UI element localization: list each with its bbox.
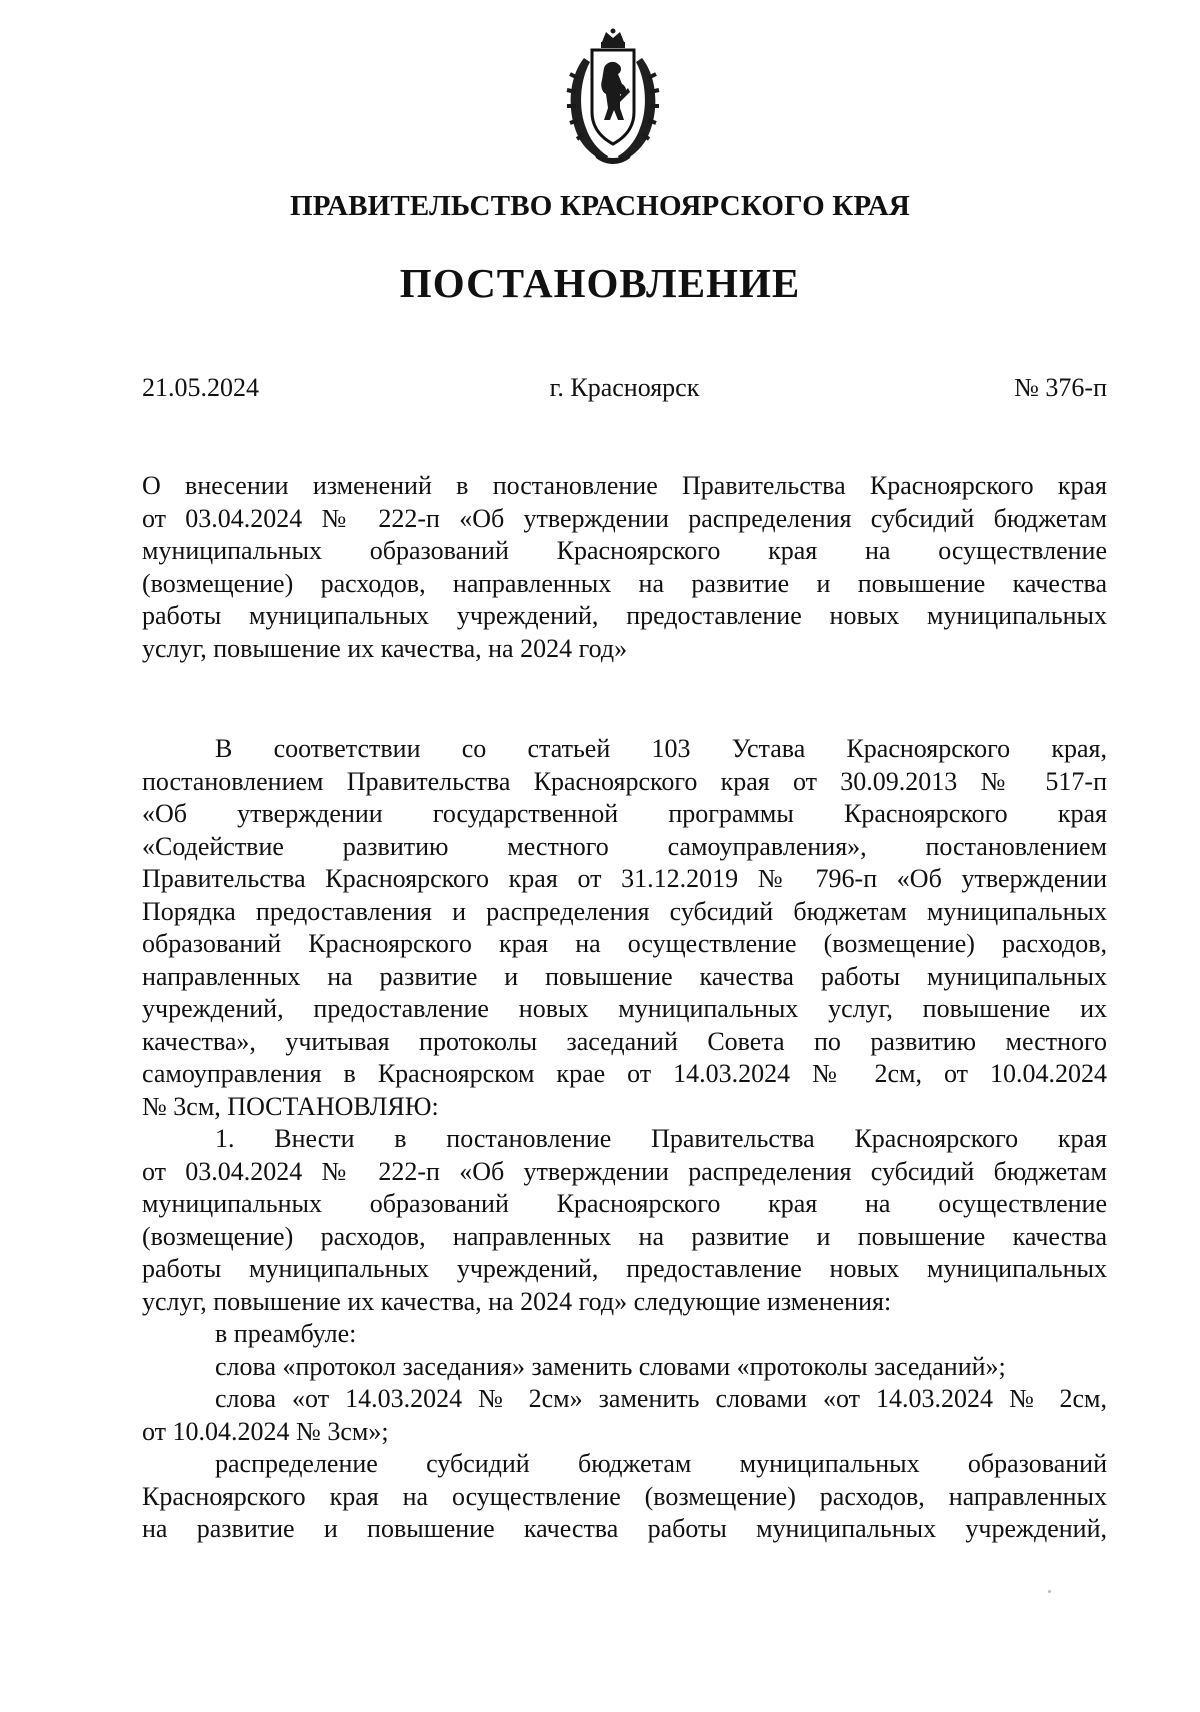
- subject-line: (возмещение) расходов, направленных на развитие и повышение качества: [142, 568, 1107, 598]
- document-number: № 376-п: [1014, 373, 1107, 402]
- body-line: № 3см, ПОСТАНОВЛЯЮ:: [142, 1091, 439, 1121]
- body-line: самоуправления в Красноярском крае от 14.03.2024 № 2см, от 10.04.2024: [142, 1059, 1107, 1088]
- body-line: слова «от 14.03.2024 № 2см» заменить словами «от 14.03.2024 № 2см,: [215, 1384, 1107, 1413]
- document-type-title: ПОСТАНОВЛЕНИЕ: [399, 260, 801, 306]
- body-line: В соответствии со статьей 103 Устава Красноярского края,: [215, 734, 1107, 763]
- subject-line: О внесении изменений в постановление Правительства Красноярского края: [142, 471, 1107, 500]
- body-line: работы муниципальных учреждений, предоставление новых муниципальных: [142, 1254, 1107, 1283]
- body-line: от 03.04.2024 № 222-п «Об утверждении распределения субсидий бюджетам: [142, 1156, 1107, 1186]
- body-line: образований Красноярского края на осуществление (возмещение) расходов,: [142, 929, 1107, 958]
- body-line: Красноярского края на осуществление (возмещение) расходов, направленных: [142, 1481, 1107, 1511]
- government-title: ПРАВИТЕЛЬСТВО КРАСНОЯРСКОГО КРАЯ: [289, 190, 911, 222]
- body-line: постановлением Правительства Красноярского края от 30.09.2013 № 517-п: [142, 766, 1107, 796]
- body-line: слова «протокол заседания» заменить словами «протоколы заседаний»;: [215, 1351, 1006, 1381]
- body-line: «Об утверждении государственной программы Красноярского края: [142, 799, 1107, 828]
- body-line: 1. Внести в постановление Правительства Красноярского края: [215, 1124, 1107, 1153]
- scan-dot: [1048, 1590, 1051, 1593]
- body-line: в преамбуле:: [215, 1319, 357, 1348]
- document-meta-row: [142, 373, 1107, 407]
- subject-line: муниципальных образований Красноярского края на осуществление: [142, 536, 1107, 565]
- subject-line: работы муниципальных учреждений, предоставление новых муниципальных: [142, 601, 1107, 630]
- body-line: «Содействие развитию местного самоуправления», постановлением: [142, 831, 1107, 861]
- body-line: Правительства Красноярского края от 31.12.2019 № 796-п «Об утверждении: [142, 864, 1107, 893]
- document-body: [142, 733, 1107, 1546]
- document-city: г. Красноярск: [549, 373, 700, 402]
- body-line: на развитие и повышение качества работы муниципальных учреждений,: [142, 1514, 1107, 1543]
- body-line: Порядка предоставления и распределения субсидий бюджетам муниципальных: [142, 896, 1107, 926]
- subject-line: от 03.04.2024 № 222-п «Об утверждении распределения субсидий бюджетам: [142, 503, 1107, 533]
- coat-of-arms-icon: [562, 28, 664, 168]
- document-subject: [142, 470, 1107, 665]
- subject-line: услуг, повышение их качества, на 2024 год»: [142, 633, 628, 663]
- body-line: от 10.04.2024 № 3см»;: [142, 1416, 389, 1446]
- body-line: качества», учитывая протоколы заседаний Совета по развитию местного: [142, 1026, 1107, 1056]
- body-line: (возмещение) расходов, направленных на развитие и повышение качества: [142, 1221, 1107, 1251]
- document-date: 21.05.2024: [142, 373, 259, 402]
- body-line: распределение субсидий бюджетам муниципальных образований: [215, 1449, 1107, 1478]
- body-line: услуг, повышение их качества, на 2024 год» следующие изменения:: [142, 1286, 892, 1316]
- body-line: направленных на развитие и повышение качества работы муниципальных: [142, 961, 1107, 991]
- body-line: муниципальных образований Красноярского края на осуществление: [142, 1189, 1107, 1218]
- body-line: учреждений, предоставление новых муниципальных услуг, повышение их: [142, 994, 1107, 1023]
